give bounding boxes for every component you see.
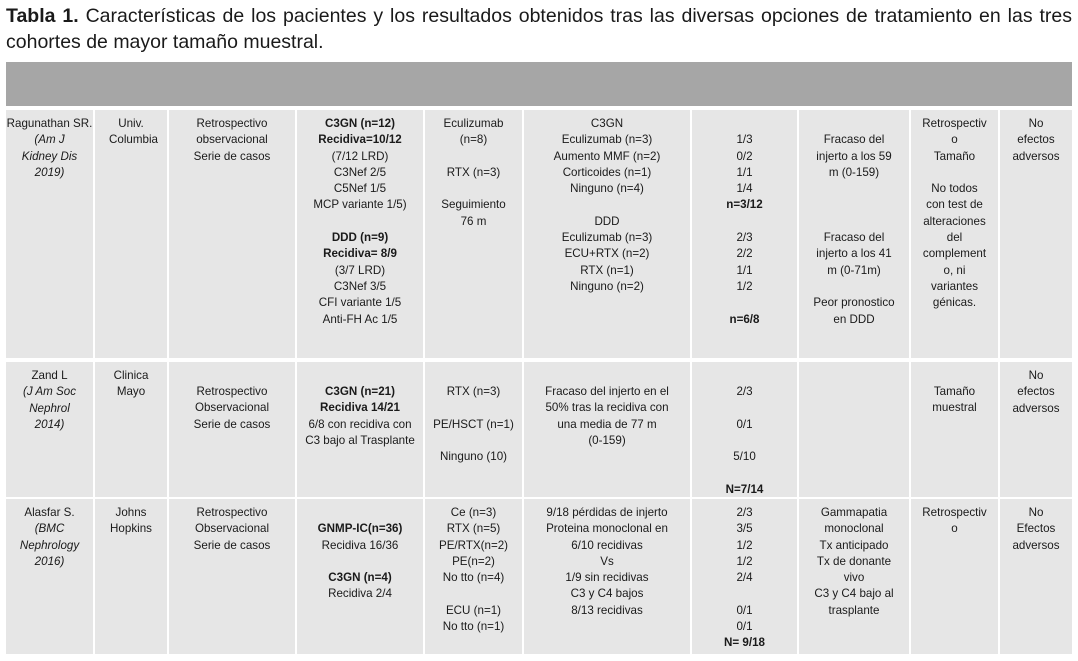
population-line: C3GN (n=4)	[328, 571, 392, 585]
design-line: Observacional	[194, 522, 270, 536]
results-line: Fracaso del injerto en el	[545, 385, 669, 398]
cell-results	[522, 499, 690, 654]
results-line: Corticoides (n=1)	[562, 165, 652, 179]
table-row	[6, 110, 1072, 358]
limitations-line: del	[946, 231, 963, 245]
population-line: C3GN (n=12)	[325, 117, 395, 130]
limitations-line: o	[951, 522, 958, 536]
center-name: Univ. Columbia	[109, 117, 158, 147]
population-line: (3/7 LRD)	[334, 263, 386, 277]
blank-line	[799, 181, 909, 197]
design-line: Retrospectivo	[196, 385, 268, 398]
outcome-line: trasplante	[828, 603, 880, 617]
population-line: MCP variante 1/5)	[313, 198, 407, 212]
limitations-line: complement	[922, 247, 987, 261]
blank-line	[692, 465, 797, 481]
treatment-line: PE/RTX(n=2)	[438, 538, 509, 552]
cell-results	[522, 110, 690, 358]
treatment-line: 76 m	[460, 214, 487, 228]
adverse-line: efectos	[1017, 133, 1055, 147]
response-line: 2/3	[736, 385, 753, 398]
author-name: Alasfar S.	[24, 506, 75, 519]
response-line: n=3/12	[726, 198, 763, 212]
design-line: Retrospectivo	[196, 506, 268, 519]
results-line: Eculizumab (n=3)	[561, 231, 653, 245]
response-line: 2/3	[736, 231, 753, 245]
cell-outcome	[797, 110, 909, 358]
population-line: Anti-FH Ac 1/5	[322, 312, 398, 326]
blank-line	[425, 181, 522, 197]
author-citation: (J Am Soc Nephrol 2014)	[22, 385, 77, 431]
blank-line	[524, 197, 690, 213]
results-line: 8/13 recidivas	[571, 603, 643, 617]
cell-design	[167, 499, 295, 654]
cell-adverse	[998, 362, 1072, 497]
response-line: N= 9/18	[724, 636, 765, 650]
treatment-line: RTX (n=5)	[446, 522, 501, 536]
cell-adverse	[998, 110, 1072, 358]
response-line: 2/4	[736, 571, 753, 585]
results-line: 1/9 sin recidivas	[565, 571, 649, 585]
cell-author	[6, 362, 93, 497]
results-line: Proteina monoclonal en	[546, 522, 668, 536]
limitations-line: Tamaño	[933, 149, 976, 163]
treatment-line: PE/HSCT (n=1)	[433, 417, 514, 431]
table-caption	[6, 3, 1072, 55]
treatment-line: (n=8)	[459, 133, 488, 147]
response-line: 0/1	[736, 417, 753, 431]
response-line: 1/4	[736, 182, 753, 196]
blank-line	[799, 214, 909, 230]
outcome-line: Tx anticipado	[819, 538, 889, 552]
outcome-line: en DDD	[833, 312, 875, 326]
center-name: Clinica Mayo	[113, 369, 149, 399]
results-line: Ninguno (n=4)	[570, 182, 644, 196]
caption-label: Tabla 1.	[6, 5, 79, 27]
blank-line	[425, 400, 522, 416]
adverse-line: efectos	[1017, 385, 1055, 399]
blank-line	[799, 197, 909, 213]
population-line: DDD (n=9)	[331, 231, 389, 245]
results-line: 50% tras la recidiva con	[545, 401, 669, 415]
table-row	[6, 499, 1072, 654]
outcome-line: injerto a los 41	[816, 247, 892, 261]
treatment-line: Ce (n=3)	[450, 506, 497, 519]
blank-line	[297, 554, 423, 570]
adverse-line: adversos	[1012, 149, 1060, 163]
blank-line	[799, 279, 909, 295]
limitations-line: muestral	[932, 401, 977, 415]
limitations-line: con test de	[926, 198, 983, 212]
treatment-line: Seguimiento	[441, 198, 506, 212]
cell-center	[93, 110, 167, 358]
population-line: Recidiva=10/12	[318, 133, 402, 147]
results-line: 9/18 pérdidas de injerto	[546, 506, 668, 519]
adverse-line: No	[1028, 117, 1044, 130]
outcome-line: m (0-159)	[828, 165, 880, 179]
response-line: 3/5	[736, 522, 753, 536]
response-line: 2/2	[736, 247, 753, 261]
center-name: Johns Hopkins	[110, 506, 152, 536]
author-citation: (BMC Nephrology 2016)	[19, 522, 80, 568]
population-line: 6/8 con recidiva con	[308, 417, 412, 431]
limitations-line: génicas.	[932, 296, 977, 310]
cell-author	[6, 110, 93, 358]
author-name: Zand L	[31, 369, 68, 382]
adverse-line: No	[1028, 369, 1044, 382]
treatment-line: No tto (n=4)	[442, 571, 505, 585]
cell-treatment	[423, 110, 522, 358]
population-line: GNMP-IC(n=36)	[317, 522, 403, 536]
population-line: CFI variante 1/5	[318, 296, 402, 310]
results-line: C3 y C4 bajos	[570, 587, 644, 601]
caption-text: Características de los pacientes y los resultados obtenidos tras las diversas opciones de tratamiento en las tres cohortes de mayor tamaño muestral.	[6, 5, 1072, 53]
response-line: 1/2	[736, 554, 753, 568]
cell-treatment	[423, 499, 522, 654]
outcome-line: Fracaso del	[823, 133, 885, 147]
author-name: Ragunathan SR.	[6, 117, 93, 130]
results-line: una media de 77 m	[557, 417, 657, 431]
blank-line	[692, 400, 797, 416]
response-line: 0/1	[736, 603, 753, 617]
response-line: 0/2	[736, 149, 753, 163]
population-line: Recidiva 14/21	[320, 401, 400, 415]
cell-author	[6, 499, 93, 654]
cell-population	[295, 362, 423, 497]
cell-population	[295, 110, 423, 358]
limitations-line: alteraciones	[923, 214, 986, 228]
design-line: observacional	[196, 133, 268, 147]
population-line: C3Nef 3/5	[333, 279, 387, 293]
blank-line	[799, 116, 909, 132]
response-line: 1/1	[736, 263, 753, 277]
design-line: Retrospectivo	[196, 117, 268, 130]
blank-line	[911, 165, 998, 181]
blank-line	[297, 505, 423, 521]
results-line: Vs	[600, 554, 614, 568]
cell-results	[522, 362, 690, 497]
cell-population	[295, 499, 423, 654]
author-citation: (Am J Kidney Dis 2019)	[21, 133, 78, 179]
population-line: Recidiva= 8/9	[323, 247, 397, 261]
results-line: (0-159)	[588, 433, 626, 447]
population-line: C5Nef 1/5	[333, 182, 387, 196]
blank-line	[692, 433, 797, 449]
blank-line	[692, 586, 797, 602]
design-line: Serie de casos	[193, 417, 271, 431]
response-line: 1/3	[736, 133, 753, 147]
response-line: 2/3	[736, 506, 753, 519]
results-line: Ninguno (n=2)	[570, 279, 644, 293]
cell-design	[167, 110, 295, 358]
design-line: Observacional	[194, 401, 270, 415]
limitations-line: No todos	[931, 182, 978, 196]
population-line: C3GN (n=21)	[325, 385, 395, 398]
results-line: DDD	[594, 214, 620, 228]
cell-response	[690, 499, 797, 654]
blank-line	[692, 295, 797, 311]
results-line: Aumento MMF (n=2)	[553, 149, 661, 163]
outcome-line: Peor pronostico	[813, 296, 895, 310]
blank-line	[692, 116, 797, 132]
limitations-line: o	[951, 133, 958, 147]
limitations-line: variantes	[930, 279, 979, 293]
results-line: Eculizumab (n=3)	[561, 133, 653, 147]
limitations-line: Retrospectiv	[922, 117, 987, 130]
table-row	[6, 362, 1072, 497]
treatment-line: ECU (n=1)	[445, 603, 502, 617]
cell-limitations	[909, 499, 998, 654]
adverse-line: adversos	[1012, 538, 1060, 552]
outcome-line: monoclonal	[824, 522, 884, 536]
table-header-band	[6, 62, 1072, 106]
cell-center	[93, 499, 167, 654]
blank-line	[297, 214, 423, 230]
results-line: 6/10 recidivas	[571, 538, 643, 552]
outcome-line: injerto a los 59	[816, 149, 892, 163]
cell-outcome	[797, 499, 909, 654]
treatment-line: Eculizumab	[443, 117, 504, 130]
limitations-line: Tamaño	[933, 385, 976, 398]
adverse-line: Efectos	[1016, 522, 1056, 536]
blank-line	[425, 149, 522, 165]
response-line: 5/10	[733, 450, 756, 464]
outcome-line: m (0-71m)	[827, 263, 881, 277]
outcome-line: Fracaso del	[823, 231, 885, 245]
treatment-line: RTX (n=3)	[446, 165, 501, 179]
outcome-line: C3 y C4 bajo al	[814, 587, 894, 601]
cell-treatment	[423, 362, 522, 497]
outcome-line: Gammapatia	[820, 506, 888, 519]
response-line: 1/1	[736, 165, 753, 179]
limitations-line: Retrospectiv	[922, 506, 987, 519]
response-line: n=6/8	[729, 312, 760, 326]
cell-limitations	[909, 110, 998, 358]
outcome-line: vivo	[843, 571, 865, 585]
population-line: (7/12 LRD)	[331, 149, 389, 163]
cell-adverse	[998, 499, 1072, 654]
results-line: ECU+RTX (n=2)	[564, 247, 650, 261]
adverse-line: No	[1028, 506, 1044, 519]
response-line: 1/2	[736, 538, 753, 552]
limitations-line: o, ni	[943, 263, 966, 277]
results-line: C3GN	[590, 117, 624, 130]
cell-design	[167, 362, 295, 497]
response-line: 0/1	[736, 620, 753, 634]
cell-limitations	[909, 362, 998, 497]
design-line: Serie de casos	[193, 538, 271, 552]
cell-outcome	[797, 362, 909, 497]
cell-response	[690, 362, 797, 497]
cell-response	[690, 110, 797, 358]
treatment-line: PE(n=2)	[452, 554, 495, 568]
design-line: Serie de casos	[193, 149, 271, 163]
response-line: 1/2	[736, 279, 753, 293]
treatment-line: Ninguno (10)	[439, 450, 508, 464]
blank-line	[692, 214, 797, 230]
response-line: N=7/14	[725, 482, 764, 496]
population-line: Recidiva 16/36	[321, 538, 399, 552]
results-line: RTX (n=1)	[580, 263, 634, 277]
cell-center	[93, 362, 167, 497]
adverse-line: adversos	[1012, 401, 1060, 415]
treatment-line: No tto (n=1)	[442, 620, 505, 634]
population-line: C3 bajo al Trasplante	[305, 433, 415, 447]
blank-line	[425, 433, 522, 449]
population-line: C3Nef 2/5	[333, 165, 387, 179]
outcome-line: Tx de donante	[816, 554, 892, 568]
population-line: Recidiva 2/4	[328, 587, 392, 601]
blank-line	[425, 586, 522, 602]
treatment-line: RTX (n=3)	[446, 385, 501, 398]
